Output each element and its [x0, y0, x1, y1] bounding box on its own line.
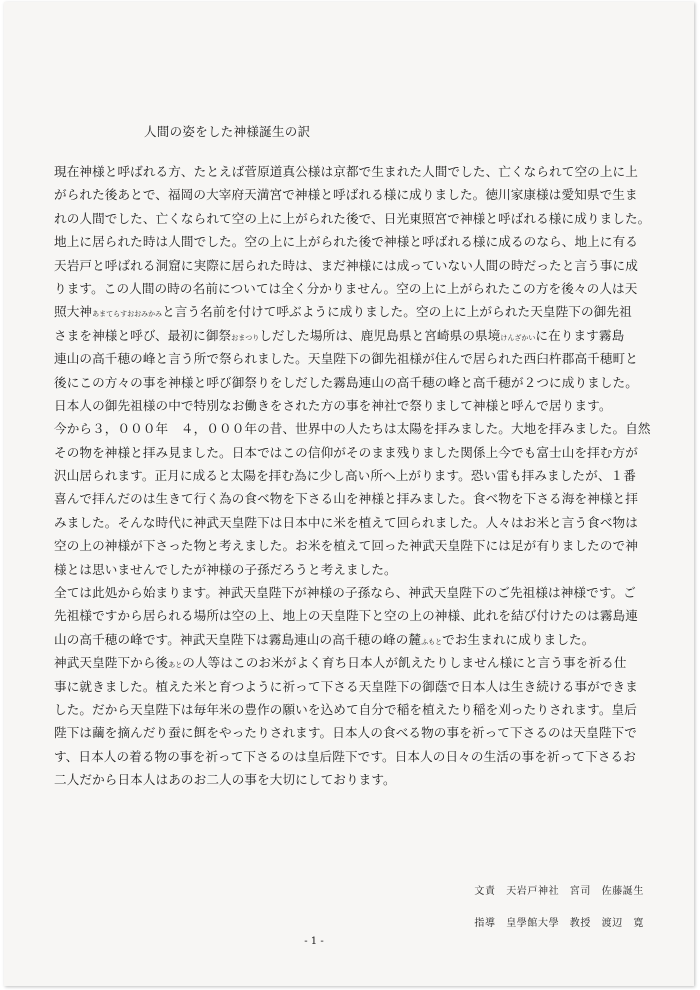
text-line: 陛下は繭を摘んだり蚕に餌をやったりされます。日本人の食べる物の事を祈って下さるのは天皇陛下で: [54, 725, 637, 741]
text-line: その物を神様と拝み見ました。日本ではこの信仰がそのまま残りました関係上今でも富士山を拝む方が: [54, 444, 638, 460]
ruby-reading: あと: [168, 661, 183, 670]
text-line: [54, 324, 694, 347]
text-line: 後にこの方々の事を神様と呼び御祭りをしだした霧島連山の高千穂の峰と高千穂が２つに成りました。: [54, 374, 638, 390]
text-line: 連山の高千穂の峰と言う所で祭られました。天皇陛下の御先祖様が住んで居られた西臼杵郡高千穂町と: [54, 351, 638, 367]
text-segment: 山の高千穂の峰です。神武天皇陛下は霧島連山の高千穂の峰の麓: [54, 631, 422, 647]
text-segment: 照大神: [54, 304, 93, 320]
body-text: [54, 160, 694, 792]
text-segment: でお生まれに成りました。: [442, 631, 595, 647]
text-line: みました。そんな時代に神武天皇陛下は日本中に米を植えて回られました。人々はお米と言う食べ物は: [54, 514, 638, 530]
text-line: 空の上の神様が下さった物と考えました。お米を植えて回った神武天皇陛下には足が有りましたので神: [54, 538, 638, 554]
text-line: 沢山居られます。正月に成ると太陽を拝む為に少し高い所へ上がります。恐い雷も拝みましたが、１番: [54, 468, 636, 484]
text-line: 喜んで拝んだのは生きて行く為の食べ物を下さる山を神様と拝みました。食べ物を下さる海を神様と拝: [54, 491, 638, 507]
supervision-credit: 指導 皇學館大學 教授 渡辺 寛: [474, 918, 644, 929]
text-line: 事に就きました。植えた米と育つように祈って下さる天皇陛下の御蔭で日本人は生き続ける事ができま: [54, 678, 638, 694]
page-number: - 1 -: [304, 936, 324, 947]
text-line: した。だから天皇陛下は毎年米の豊作の願いを込めて自分で稲を植えたり稲を刈ったりされます。皇后: [54, 701, 637, 717]
text-segment: に在ります霧島: [535, 327, 625, 343]
text-line: [54, 628, 694, 651]
ruby-reading: あまてらすおおみかみ: [92, 310, 163, 319]
ruby-reading: けんざかい: [500, 333, 536, 342]
text-line: 日本人の御先祖様の中で特別なお働きをされた方の事を神社で祭りまして神様と呼んで居ります。: [54, 397, 612, 413]
text-line: がられた後あとで、福岡の大宰府天満宮で神様と呼ばれる様に成りました。徳川家康様は愛知県で生ま: [54, 187, 638, 203]
responsibility-credit: 文責 天岩戸神社 宮司 佐藤誕生: [474, 886, 644, 897]
text-segment: の人等はこのお米がよく育ち日本人が飢えたりしません様にと言う事を祈る仕: [182, 655, 627, 671]
text-line: 現在神様と呼ばれる方、たとえば菅原道真公様は京都で生まれた人間でした、亡くなられて空の上に上: [54, 164, 638, 179]
text-segment: と言う名前を付けて呼ぶように成りました。空の上に上がられた天皇陛下の御先祖: [162, 304, 632, 320]
text-line: 地上に居られた時は人間でした。空の上に上がられた後で神様と呼ばれる様に成るのなら、地上に有る: [54, 234, 638, 250]
text-line: す、日本人の着る物の事を祈って下さるのは皇后陛下です。日本人の日々の生活の事を祈って下さるお: [54, 748, 636, 764]
text-line: ります。この人間の時の名前については全く分かりません。空の上に上がられたこの方を後々の人は天: [54, 280, 638, 296]
text-segment: さまを神様と呼び、最初に御祭: [54, 327, 232, 343]
text-line: 先祖様ですから居られる場所は空の上、地上の天皇陛下と空の上の神様、此れを結び付けたのは霧島連: [54, 608, 638, 624]
document-title: 人間の姿をした神様誕生の訳: [144, 124, 311, 139]
text-segment: しだした場所は、鹿児島県と宮崎県の県境: [259, 327, 501, 343]
text-line: 今から３，０００年 ４，０００年の昔、世界中の人たちは太陽を拝みました。大地を拝みました。自然: [54, 421, 651, 437]
text-line: [54, 651, 694, 674]
text-line: [54, 300, 694, 323]
text-line: 天岩戸と呼ばれる洞窟に実際に居られた時は、まだ神様には成っていない人間の時だったと言う事に成: [54, 257, 638, 273]
text-line: 様とは思いませんでしたが神様の子孫だろうと考えました。: [54, 561, 397, 577]
ruby-reading: ふもと: [421, 637, 443, 646]
text-line: 二人だから日本人はあのお二人の事を大切にしております。: [54, 772, 396, 788]
ruby-reading: おまつり: [231, 333, 260, 342]
text-line: 全ては此処から始まります。神武天皇陛下が神様の子孫なら、神武天皇陛下のご先祖様は神様です。ご: [54, 585, 636, 601]
document-page: [4, 2, 694, 986]
text-line: れの人間でした、亡くなられて空の上に上がられた後で、日光東照宮で神様と呼ばれる様に成りました。: [54, 210, 651, 226]
text-segment: 神武天皇陛下から後: [54, 655, 169, 671]
